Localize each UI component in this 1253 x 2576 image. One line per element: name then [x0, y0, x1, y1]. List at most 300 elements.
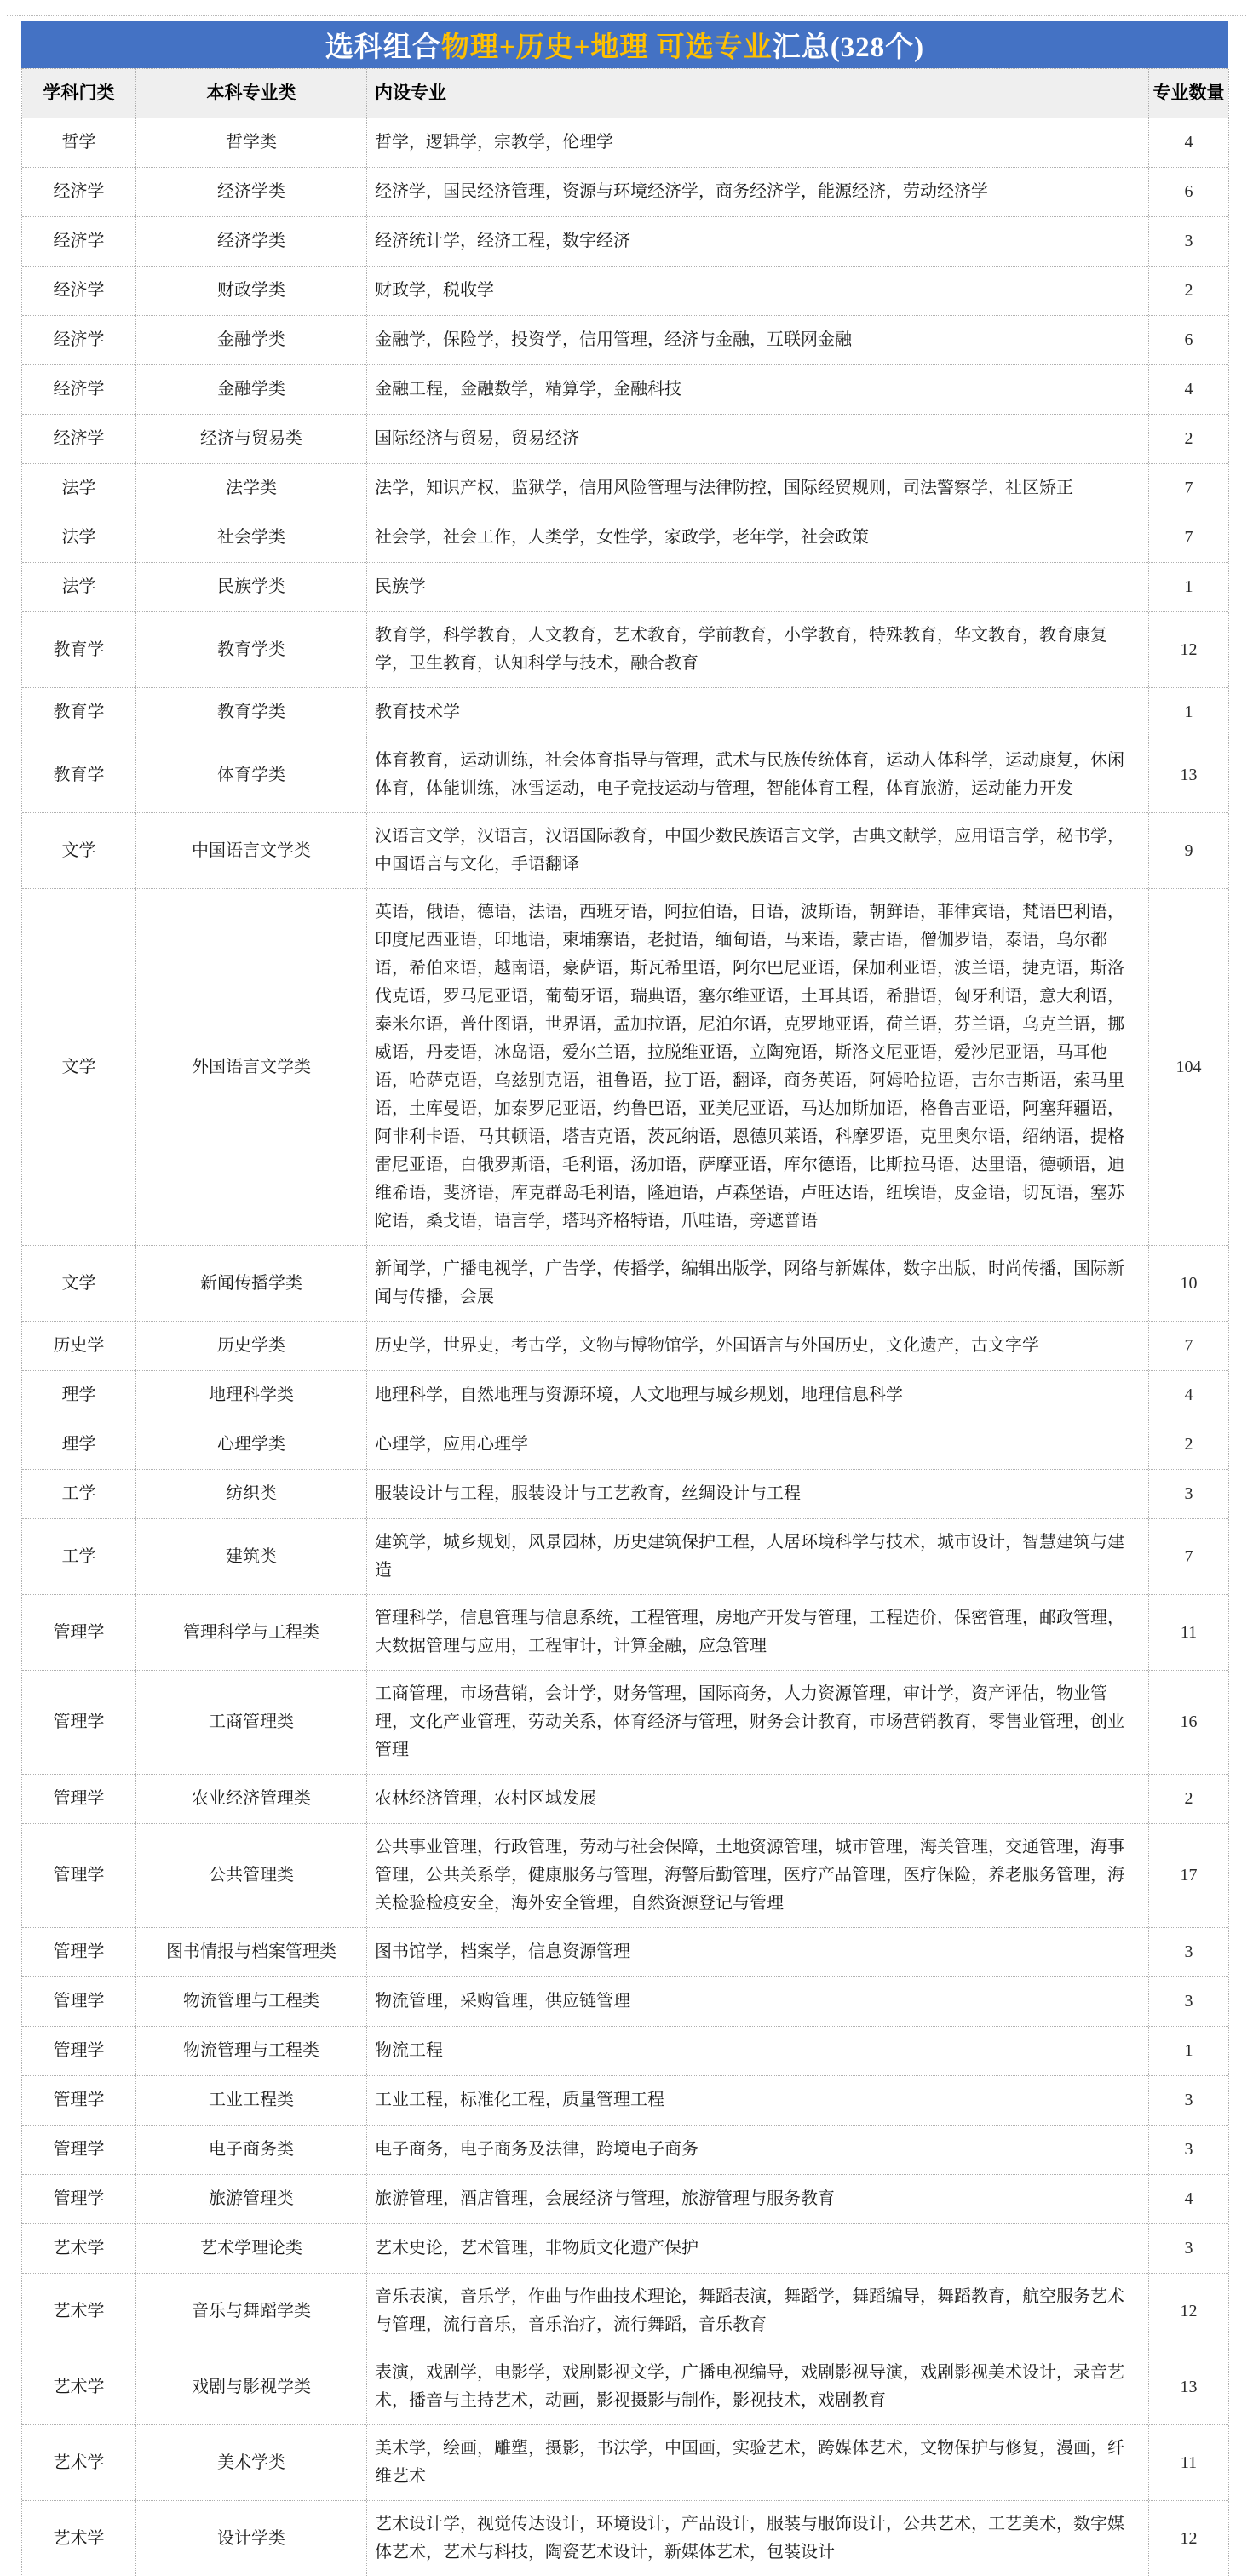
major-class-cell	[136, 2027, 367, 2075]
major-class-cell	[136, 1824, 367, 1927]
major-class-cell	[136, 1420, 367, 1469]
count-cell	[1149, 2175, 1229, 2223]
category-cell	[22, 1246, 136, 1321]
count-cell-text: 3	[1184, 2239, 1193, 2258]
major-class-cell	[136, 612, 367, 687]
major-class-cell	[136, 1775, 367, 1823]
count-cell	[1149, 813, 1229, 888]
count-cell-text: 3	[1184, 2140, 1193, 2159]
category-cell-text: 法学	[61, 577, 96, 596]
table-row	[22, 1928, 1228, 1977]
count-cell	[1149, 1928, 1229, 1976]
major-class-cell-text: 建筑类	[226, 1546, 277, 1566]
majors-cell	[367, 365, 1149, 414]
major-class-cell	[136, 2126, 367, 2174]
category-cell-text: 管理学	[53, 2091, 105, 2109]
category-cell-text: 历史学	[53, 1336, 105, 1355]
count-cell	[1149, 365, 1229, 414]
table-row	[22, 889, 1228, 1246]
count-cell-text: 12	[1180, 640, 1198, 659]
majors-cell	[367, 1824, 1149, 1927]
majors-cell-text: 工商管理，市场营销，会计学，财务管理，国际商务，人力资源管理，审计学，资产评估，物业管理，文化产业管理，劳动关系，体育经济与管理，财务会计教育，市场营销教育，零售业管理，创业管理	[375, 1684, 1124, 1759]
category-cell-text: 艺术学	[53, 2301, 105, 2321]
count-cell-text: 13	[1180, 765, 1198, 784]
majors-cell	[367, 2076, 1149, 2125]
major-class-cell	[136, 2501, 367, 2576]
category-cell	[22, 612, 136, 687]
count-cell-text: 12	[1180, 2301, 1198, 2321]
category-cell	[22, 688, 136, 737]
category-cell-text: 工学	[61, 1484, 96, 1503]
category-cell-text: 教育学	[53, 703, 105, 721]
major-class-cell-text: 物流管理与工程类	[183, 2041, 319, 2060]
major-class-cell	[136, 365, 367, 414]
major-class-cell	[136, 415, 367, 463]
table-row	[22, 1671, 1228, 1775]
majors-cell	[367, 563, 1149, 611]
count-cell	[1149, 2126, 1229, 2174]
count-cell-text: 11	[1180, 1622, 1198, 1642]
category-cell-text: 管理学	[53, 1789, 105, 1808]
category-cell	[22, 1977, 136, 2026]
majors-cell-text: 服装设计与工程，服装设计与工艺教育，丝绸设计与工程	[375, 1484, 801, 1503]
table-row	[22, 1977, 1228, 2027]
count-cell	[1149, 513, 1229, 562]
major-class-cell-text: 地理科学类	[209, 1386, 294, 1404]
count-cell-text: 17	[1180, 1866, 1198, 1885]
category-cell	[22, 1420, 136, 1469]
count-cell-text: 7	[1184, 528, 1193, 547]
category-cell-text: 管理学	[53, 2041, 105, 2060]
majors-cell	[367, 2175, 1149, 2223]
category-cell-text: 理学	[61, 1386, 96, 1404]
majors-cell	[367, 1928, 1149, 1976]
category-cell	[22, 464, 136, 513]
category-cell	[22, 118, 136, 167]
majors-cell-text: 音乐表演，音乐学，作曲与作曲技术理论，舞蹈表演，舞蹈学，舞蹈编导，舞蹈教育，航空服务艺术与管理，流行音乐，音乐治疗，流行舞蹈，音乐教育	[375, 2287, 1124, 2334]
count-cell	[1149, 612, 1229, 687]
major-class-cell	[136, 267, 367, 315]
major-class-cell-text: 哲学类	[226, 133, 277, 152]
major-class-cell-text: 经济与贸易类	[200, 429, 302, 448]
major-class-cell-text: 美术学类	[217, 2453, 285, 2472]
majors-cell-text: 金融工程，金融数学，精算学，金融科技	[375, 380, 681, 399]
category-cell-text: 艺术学	[53, 2377, 105, 2396]
major-class-cell	[136, 217, 367, 266]
count-cell	[1149, 1671, 1229, 1774]
majors-cell	[367, 737, 1149, 812]
major-class-cell	[136, 513, 367, 562]
majors-cell	[367, 1595, 1149, 1670]
table-row	[22, 513, 1228, 563]
majors-cell	[367, 464, 1149, 513]
category-cell-text: 经济学	[53, 281, 105, 300]
category-cell	[22, 365, 136, 414]
majors-summary-table	[21, 21, 1228, 2576]
count-cell-text: 4	[1184, 380, 1193, 399]
category-cell-text: 艺术学	[53, 2453, 105, 2472]
table-row	[22, 2501, 1228, 2576]
majors-cell-text: 教育技术学	[375, 703, 460, 721]
title-segment: 汇总(328个)	[772, 32, 925, 63]
category-cell-text: 教育学	[53, 765, 105, 784]
title-segment: 选科组合	[325, 32, 441, 63]
table-row	[22, 168, 1228, 217]
count-cell	[1149, 1977, 1229, 2026]
count-cell-text: 7	[1184, 479, 1193, 497]
majors-cell-text: 民族学	[375, 577, 426, 596]
major-class-cell-text: 金融学类	[217, 330, 285, 349]
count-cell	[1149, 737, 1229, 812]
count-cell	[1149, 1371, 1229, 1420]
major-class-cell	[136, 2274, 367, 2349]
count-cell	[1149, 1246, 1229, 1321]
category-cell-text: 工学	[61, 1546, 96, 1566]
count-cell	[1149, 1595, 1229, 1670]
category-cell	[22, 1519, 136, 1594]
majors-cell	[367, 1470, 1149, 1518]
count-cell	[1149, 316, 1229, 364]
majors-cell	[367, 2274, 1149, 2349]
column-header-category: 学科门类	[22, 69, 136, 118]
table-row	[22, 217, 1228, 267]
major-class-cell-text: 教育学类	[217, 640, 285, 659]
table-row	[22, 464, 1228, 513]
count-cell	[1149, 2027, 1229, 2075]
category-cell	[22, 267, 136, 315]
major-class-cell	[136, 1595, 367, 1670]
category-cell	[22, 1671, 136, 1774]
count-cell-text: 2	[1184, 281, 1193, 300]
count-cell-text: 11	[1180, 2453, 1198, 2472]
count-cell	[1149, 118, 1229, 167]
category-cell	[22, 1775, 136, 1823]
major-class-cell-text: 经济学类	[217, 232, 285, 250]
majors-cell-text: 图书馆学，档案学，信息资源管理	[375, 1942, 630, 1961]
majors-cell	[367, 267, 1149, 315]
count-cell	[1149, 217, 1229, 266]
category-cell	[22, 2027, 136, 2075]
majors-cell-text: 工业工程，标准化工程，质量管理工程	[375, 2091, 664, 2109]
count-cell-text: 4	[1184, 2189, 1193, 2208]
count-cell-text: 4	[1184, 133, 1193, 152]
category-cell-text: 哲学	[61, 133, 96, 152]
category-cell-text: 艺术学	[53, 2528, 105, 2548]
major-class-cell-text: 管理科学与工程类	[183, 1622, 319, 1642]
category-cell	[22, 1470, 136, 1518]
category-cell	[22, 2126, 136, 2174]
major-class-cell-text: 旅游管理类	[209, 2189, 294, 2208]
majors-cell-text: 艺术史论，艺术管理，非物质文化遗产保护	[375, 2239, 698, 2258]
major-class-cell	[136, 688, 367, 737]
majors-cell	[367, 217, 1149, 266]
major-class-cell-text: 金融学类	[217, 380, 285, 399]
category-cell	[22, 1824, 136, 1927]
majors-cell	[367, 688, 1149, 737]
table-row	[22, 1420, 1228, 1470]
count-cell	[1149, 267, 1229, 315]
major-class-cell-text: 中国语言文学类	[192, 840, 311, 860]
majors-cell-text: 社会学，社会工作，人类学，女性学，家政学，老年学，社会政策	[375, 528, 869, 547]
category-cell	[22, 2274, 136, 2349]
majors-cell	[367, 2224, 1149, 2273]
category-cell	[22, 2501, 136, 2576]
category-cell	[22, 563, 136, 611]
count-cell-text: 2	[1184, 1789, 1193, 1808]
major-class-cell-text: 电子商务类	[209, 2140, 294, 2159]
table-row	[22, 813, 1228, 889]
major-class-cell-text: 音乐与舞蹈学类	[192, 2301, 311, 2321]
majors-cell-text: 电子商务，电子商务及法律，跨境电子商务	[375, 2140, 698, 2159]
table-row	[22, 2224, 1228, 2274]
major-class-cell	[136, 2175, 367, 2223]
table-row	[22, 2126, 1228, 2175]
category-cell-text: 经济学	[53, 330, 105, 349]
major-class-cell-text: 戏剧与影视学类	[192, 2377, 311, 2396]
table-row	[22, 2027, 1228, 2076]
table-row	[22, 1824, 1228, 1928]
count-cell	[1149, 415, 1229, 463]
majors-cell-text: 经济学，国民经济管理，资源与环境经济学，商务经济学，能源经济，劳动经济学	[375, 182, 988, 201]
count-cell-text: 3	[1184, 2091, 1193, 2109]
major-class-cell	[136, 2349, 367, 2424]
majors-cell-text: 英语，俄语，德语，法语，西班牙语，阿拉伯语，日语，波斯语，朝鲜语，菲律宾语，梵语巴利语，印度尼西亚语，印地语，柬埔寨语，老挝语，缅甸语，马来语，蒙古语，僧伽罗语，泰语，乌尔都语，希伯来语，越南语，豪萨语，斯瓦希里语，阿尔巴尼亚语，保加利亚语，波兰语，捷克语，斯洛伐克语，罗马尼亚语，葡萄牙语，瑞典语，塞尔维亚语，土耳其语，希腊语，匈牙利语，意大利语，泰米尔语，普什图语，世界语，孟加拉语，尼泊尔语，克罗地亚语，荷兰语，芬兰语，乌克兰语，挪威语，丹麦语，冰岛语，爱尔兰语，拉脱维亚语，立陶宛语，斯洛文尼亚语，爱沙尼亚语，马耳他语，哈萨克语，乌兹别克语，祖鲁语，拉丁语，翻译，商务英语，阿姆哈拉语，吉尔吉斯语，索马里语，土库曼语，加泰罗尼亚语，约鲁巴语，亚美尼亚语，马达加斯加语，格鲁吉亚语，阿塞拜疆语，阿非利卡语，马其顿语，塔吉克语，茨瓦纳语，恩德贝莱语，科摩罗语，克里奥尔语，绍纳语，提格雷尼亚语，白俄罗斯语，毛利语，汤加语，萨摩亚语，库尔德语，比斯拉马语，达里语，德顿语，迪维希语，斐济语，库克群岛毛利语，隆迪语，卢森堡语，卢旺达语，纽埃语，皮金语，切瓦语，塞苏陀语，桑戈语，语言学，塔玛齐格特语，爪哇语，旁遮普语	[375, 903, 1124, 1231]
category-cell	[22, 1595, 136, 1670]
majors-cell-text: 新闻学，广播电视学，广告学，传播学，编辑出版学，网络与新媒体，数字出版，时尚传播，国际新闻与传播，会展	[375, 1259, 1124, 1306]
major-class-cell	[136, 464, 367, 513]
count-cell-text: 1	[1184, 703, 1193, 721]
major-class-cell-text: 艺术学理论类	[200, 2239, 302, 2258]
count-cell	[1149, 2224, 1229, 2273]
count-cell-text: 3	[1184, 1942, 1193, 1961]
count-cell-text: 7	[1184, 1336, 1193, 1355]
category-cell-text: 经济学	[53, 380, 105, 399]
majors-cell-text: 物流工程	[375, 2041, 443, 2060]
majors-cell	[367, 316, 1149, 364]
column-header-major-class: 本科专业类	[136, 69, 367, 118]
category-cell	[22, 2224, 136, 2273]
majors-cell	[367, 168, 1149, 216]
count-cell	[1149, 2501, 1229, 2576]
count-cell	[1149, 1775, 1229, 1823]
category-cell-text: 教育学	[53, 640, 105, 659]
majors-cell	[367, 2501, 1149, 2576]
major-class-cell	[136, 1519, 367, 1594]
major-class-cell	[136, 2224, 367, 2273]
table-row	[22, 316, 1228, 365]
table-row	[22, 737, 1228, 813]
count-cell	[1149, 1519, 1229, 1594]
category-cell-text: 理学	[61, 1435, 96, 1454]
table-row	[22, 118, 1228, 168]
category-cell-text: 法学	[61, 479, 96, 497]
major-class-cell-text: 财政学类	[217, 281, 285, 300]
count-cell	[1149, 1420, 1229, 1469]
majors-cell-text: 旅游管理，酒店管理，会展经济与管理，旅游管理与服务教育	[375, 2189, 835, 2208]
table-row	[22, 2076, 1228, 2126]
category-cell	[22, 513, 136, 562]
major-class-cell	[136, 1246, 367, 1321]
table-row	[22, 1775, 1228, 1824]
category-cell	[22, 1928, 136, 1976]
major-class-cell-text: 教育学类	[217, 703, 285, 721]
majors-cell-text: 汉语言文学，汉语言，汉语国际教育，中国少数民族语言文学，古典文献学，应用语言学，秘书学，中国语言与文化，手语翻译	[375, 827, 1124, 874]
majors-cell	[367, 1519, 1149, 1594]
count-cell-text: 9	[1184, 840, 1193, 860]
majors-cell-text: 经济统计学，经济工程，数字经济	[375, 232, 630, 250]
category-cell	[22, 889, 136, 1245]
title-bar	[21, 21, 1228, 68]
majors-cell	[367, 1420, 1149, 1469]
count-cell-text: 6	[1184, 330, 1193, 349]
major-class-cell-text: 公共管理类	[209, 1866, 294, 1885]
count-cell-text: 1	[1184, 577, 1193, 596]
major-class-cell	[136, 316, 367, 364]
majors-cell	[367, 1775, 1149, 1823]
majors-cell-text: 艺术设计学，视觉传达设计，环境设计，产品设计，服装与服饰设计，公共艺术，工艺美术，数字媒体艺术，艺术与科技，陶瓷艺术设计，新媒体艺术，包装设计	[375, 2515, 1124, 2562]
table-row	[22, 1470, 1228, 1519]
major-class-cell-text: 历史学类	[217, 1336, 285, 1355]
category-cell-text: 法学	[61, 528, 96, 547]
majors-cell-text: 体育教育，运动训练，社会体育指导与管理，武术与民族传统体育，运动人体科学，运动康复，休闲体育，体能训练，冰雪运动，电子竞技运动与管理，智能体育工程，体育旅游，运动能力开发	[375, 751, 1124, 798]
title-segment: 物理+历史+地理 可选专业	[440, 32, 773, 63]
major-class-cell	[136, 889, 367, 1245]
major-class-cell-text: 物流管理与工程类	[183, 1992, 319, 2011]
majors-cell	[367, 1977, 1149, 2026]
major-class-cell	[136, 813, 367, 888]
majors-cell	[367, 1671, 1149, 1774]
major-class-cell	[136, 563, 367, 611]
column-header-majors: 内设专业	[367, 69, 1149, 118]
count-cell	[1149, 1322, 1229, 1370]
table-row	[22, 1519, 1228, 1595]
category-cell	[22, 2175, 136, 2223]
count-cell-text: 2	[1184, 1435, 1193, 1454]
major-class-cell	[136, 1371, 367, 1420]
category-cell	[22, 813, 136, 888]
majors-cell	[367, 2126, 1149, 2174]
count-cell	[1149, 1470, 1229, 1518]
category-cell-text: 经济学	[53, 182, 105, 201]
major-class-cell-text: 图书情报与档案管理类	[166, 1942, 336, 1961]
category-cell-text: 管理学	[53, 2189, 105, 2208]
majors-cell-text: 建筑学，城乡规划，风景园林，历史建筑保护工程，人居环境科学与技术，城市设计，智慧建筑与建造	[375, 1533, 1124, 1580]
major-class-cell	[136, 168, 367, 216]
majors-cell-text: 表演，戏剧学，电影学，戏剧影视文学，广播电视编导，戏剧影视导演，戏剧影视美术设计，录音艺术，播音与主持艺术，动画，影视摄影与制作，影视技术，戏剧教育	[375, 2363, 1124, 2410]
majors-cell	[367, 513, 1149, 562]
table-row	[22, 2349, 1228, 2425]
category-cell	[22, 737, 136, 812]
majors-cell-text: 物流管理，采购管理，供应链管理	[375, 1992, 630, 2011]
category-cell-text: 管理学	[53, 2140, 105, 2159]
majors-cell	[367, 415, 1149, 463]
major-class-cell	[136, 2076, 367, 2125]
count-cell-text: 3	[1184, 1484, 1193, 1503]
count-cell	[1149, 464, 1229, 513]
count-cell-text: 6	[1184, 182, 1193, 201]
major-class-cell-text: 外国语言文学类	[192, 1057, 311, 1076]
major-class-cell	[136, 118, 367, 167]
major-class-cell-text: 法学类	[226, 479, 277, 497]
majors-cell-text: 管理科学，信息管理与信息系统，工程管理，房地产开发与管理，工程造价，保密管理，邮政管理，大数据管理与应用，工程审计，计算金融，应急管理	[375, 1609, 1124, 1655]
count-cell	[1149, 889, 1229, 1245]
major-class-cell-text: 工业工程类	[209, 2091, 294, 2109]
majors-cell-text: 公共事业管理，行政管理，劳动与社会保障，土地资源管理，城市管理，海关管理，交通管理，海事管理，公共关系学，健康服务与管理，海警后勤管理，医疗产品管理，医疗保险，养老服务管理，海关检验检疫安全，海外安全管理，自然资源登记与管理	[375, 1838, 1124, 1913]
majors-cell-text: 国际经济与贸易，贸易经济	[375, 429, 579, 448]
majors-cell-text: 历史学，世界史，考古学，文物与博物馆学，外国语言与外国历史，文化遗产，古文字学	[375, 1336, 1039, 1355]
category-cell	[22, 316, 136, 364]
table-row	[22, 688, 1228, 737]
table-row	[22, 1322, 1228, 1371]
table-row	[22, 2175, 1228, 2224]
count-cell	[1149, 2425, 1229, 2500]
majors-cell	[367, 813, 1149, 888]
major-class-cell	[136, 737, 367, 812]
count-cell-text: 7	[1184, 1546, 1193, 1566]
count-cell	[1149, 2349, 1229, 2424]
major-class-cell-text: 体育学类	[217, 765, 285, 784]
table-body	[22, 118, 1228, 2576]
major-class-cell-text: 新闻传播学类	[200, 1273, 302, 1293]
category-cell	[22, 2349, 136, 2424]
majors-cell	[367, 889, 1149, 1245]
category-cell-text: 管理学	[53, 1622, 105, 1642]
category-cell-text: 管理学	[53, 1992, 105, 2011]
majors-cell-text: 金融学，保险学，投资学，信用管理，经济与金融，互联网金融	[375, 330, 852, 349]
category-cell	[22, 1371, 136, 1420]
table-row	[22, 2274, 1228, 2349]
major-class-cell-text: 民族学类	[217, 577, 285, 596]
category-cell-text: 文学	[61, 1057, 96, 1076]
major-class-cell-text: 纺织类	[226, 1484, 277, 1503]
category-cell-text: 管理学	[53, 1866, 105, 1885]
majors-cell-text: 法学，知识产权，监狱学，信用风险管理与法律防控，国际经贸规则，司法警察学，社区矫正	[375, 479, 1073, 497]
major-class-cell	[136, 1322, 367, 1370]
count-cell-text: 16	[1180, 1713, 1198, 1731]
count-cell	[1149, 1824, 1229, 1927]
count-cell-text: 2	[1184, 429, 1193, 448]
table-row	[22, 2425, 1228, 2501]
count-cell	[1149, 2274, 1229, 2349]
majors-cell	[367, 2425, 1149, 2500]
major-class-cell-text: 经济学类	[217, 182, 285, 201]
major-class-cell	[136, 1928, 367, 1976]
table-header-row	[22, 68, 1228, 118]
major-class-cell	[136, 1671, 367, 1774]
count-cell-text: 13	[1180, 2377, 1198, 2396]
category-cell-text: 艺术学	[53, 2239, 105, 2258]
count-cell	[1149, 688, 1229, 737]
table-row	[22, 563, 1228, 612]
majors-cell	[367, 1246, 1149, 1321]
category-cell	[22, 1322, 136, 1370]
table-row	[22, 415, 1228, 464]
majors-cell	[367, 2027, 1149, 2075]
category-cell-text: 文学	[61, 1273, 96, 1293]
table-row	[22, 612, 1228, 688]
majors-cell-text: 哲学，逻辑学，宗教学，伦理学	[375, 133, 613, 152]
category-cell-text: 经济学	[53, 232, 105, 250]
majors-cell-text: 教育学，科学教育，人文教育，艺术教育，学前教育，小学教育，特殊教育，华文教育，教育康复学，卫生教育，认知科学与技术，融合教育	[375, 626, 1107, 673]
major-class-cell-text: 农业经济管理类	[192, 1789, 311, 1808]
count-cell	[1149, 2076, 1229, 2125]
count-cell	[1149, 563, 1229, 611]
major-class-cell	[136, 2425, 367, 2500]
category-cell	[22, 2076, 136, 2125]
majors-cell-text: 美术学，绘画，雕塑，摄影，书法学，中国画，实验艺术，跨媒体艺术，文物保护与修复，漫画，纤维艺术	[375, 2439, 1124, 2486]
majors-cell	[367, 2349, 1149, 2424]
table-row	[22, 1246, 1228, 1322]
